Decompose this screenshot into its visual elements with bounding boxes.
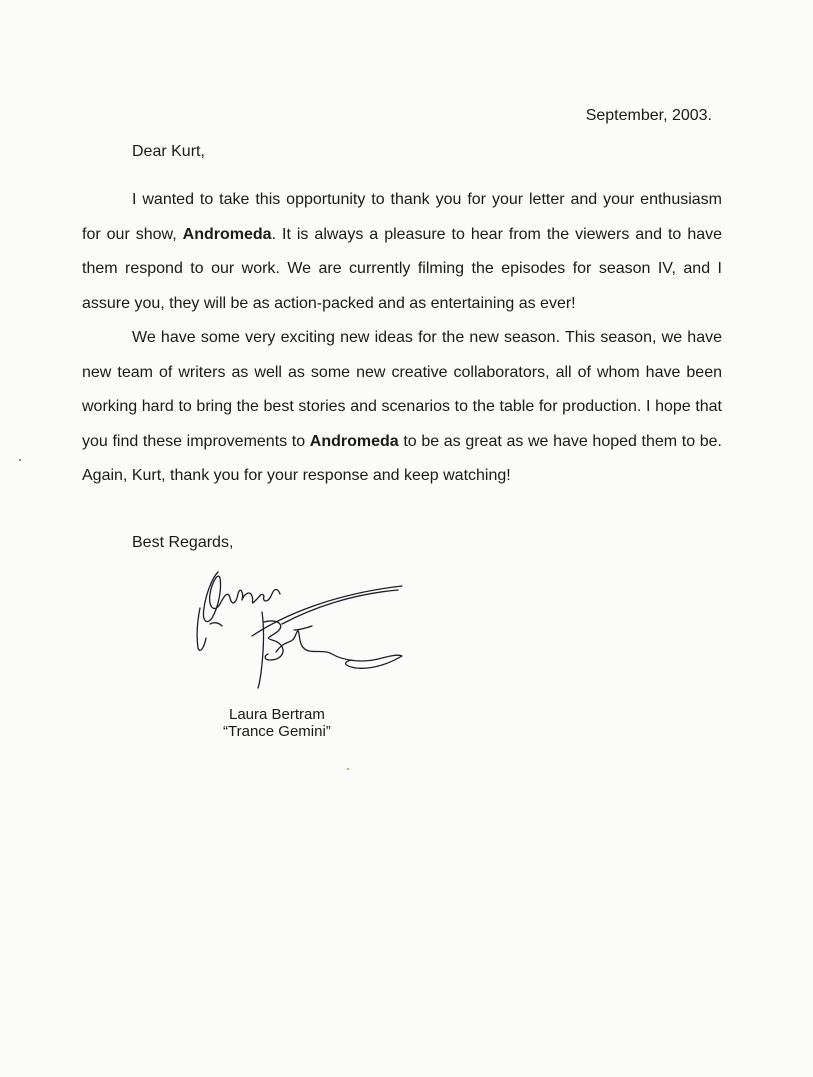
paragraph-1-text-b: . It is always a pleasure to hear from the viewers and to have them respond to our work. We are currently filming the episodes for season IV, and I assure you, they will be as action-packed and as entertaining as ever!: [82, 225, 723, 312]
show-title: Andromeda: [309, 432, 399, 450]
letter-date: September, 2003.: [585, 107, 712, 124]
signatory-name: Laura Bertram: [229, 706, 325, 723]
closing: Best Regards,: [132, 534, 234, 551]
paper-speck: [19, 459, 21, 461]
salutation: Dear Kurt,: [132, 143, 205, 160]
paragraph-2-text-b: to be as great as we have hoped them to be. Again, Kurt, thank you for your response and keep watching!: [82, 432, 723, 484]
paper-speck: [347, 768, 349, 770]
body-paragraph-2: [82, 321, 722, 494]
signature-icon: [192, 564, 412, 689]
show-title: Andromeda: [182, 225, 272, 243]
signatory-role: “Trance Gemini”: [223, 723, 331, 740]
paragraph-1-text-a: I wanted to take this opportunity to thank you for your letter and your enthusiasm for our show,: [82, 191, 722, 243]
paragraph-2-text-a: We have some very exciting new ideas for the new season. This season, we have new team of writers as well as some new creative collaborators, all of whom have been working hard to bring the best stories and scenarios to the table for production. I hope that you find these improvements to: [82, 329, 722, 450]
body-paragraph-1: [82, 183, 722, 321]
